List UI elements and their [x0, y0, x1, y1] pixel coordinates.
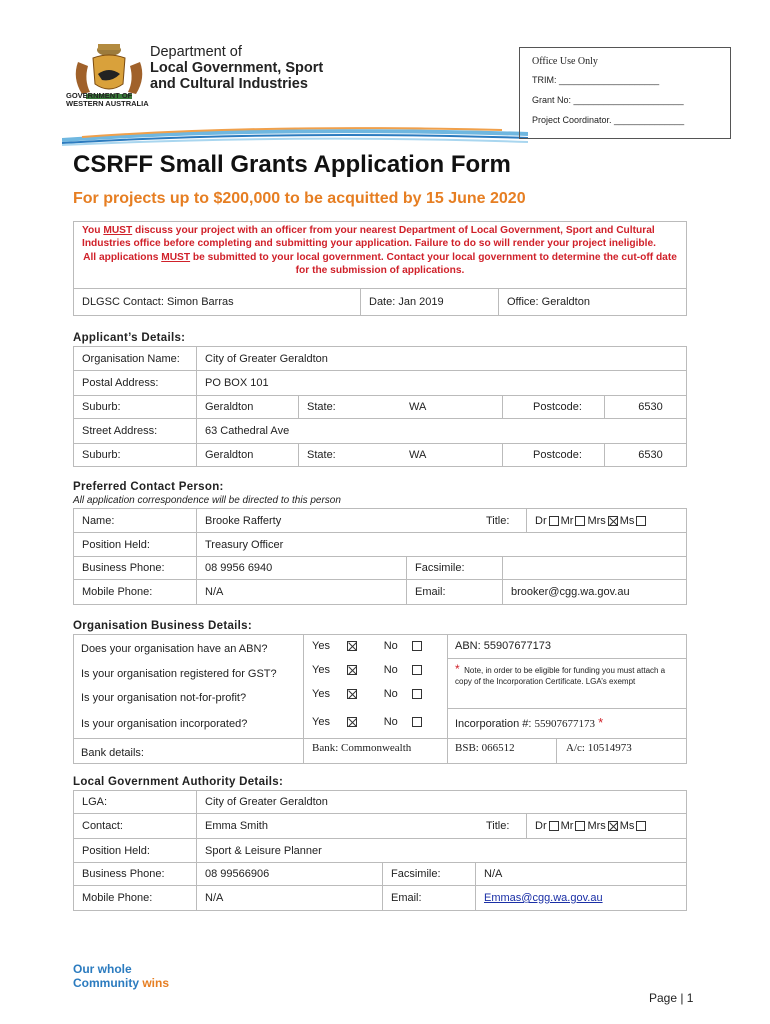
dlgsc-date: Date: Jan 2019	[360, 289, 498, 315]
postal-label: Postal Address:	[82, 377, 159, 389]
postcode2-label: Postcode:	[502, 444, 604, 466]
lga-mrs-checkbox[interactable]	[608, 821, 618, 831]
postcode2-value[interactable]: 6530	[604, 444, 688, 466]
trim-field[interactable]: TRIM: ____________________	[532, 75, 660, 85]
ms-checkbox[interactable]	[636, 516, 646, 526]
dlgsc-contact: DLGSC Contact: Simon Barras	[82, 296, 234, 308]
lga-bphone-value[interactable]: 08 99566906	[196, 863, 382, 885]
postcode-value[interactable]: 6530	[604, 396, 688, 418]
lga-mr-checkbox[interactable]	[575, 821, 585, 831]
nfp-no-checkbox[interactable]	[412, 689, 422, 699]
government-of-wa-text: GOVERNMENT OF WESTERN AUSTRALIA	[66, 91, 149, 108]
contact-position-row	[73, 533, 687, 557]
contact-mobile-row	[73, 580, 687, 605]
contact-title-label: Title:	[486, 514, 510, 527]
lga-email-label: Email:	[382, 886, 475, 910]
department-name: Department of Local Government, Sport and Cultural Industries	[150, 44, 324, 92]
abn-answer[interactable]: Yes No	[312, 640, 424, 652]
state2-label: State:	[298, 444, 401, 466]
incorporation-note: * Note, in order to be eligible for funding you must attach a copy of the Incorporation Certificate. LGA’s exempt	[455, 662, 666, 686]
lga-label: LGA:	[82, 796, 108, 808]
nfp-yes-checkbox[interactable]	[347, 689, 357, 699]
lga-title-label: Title:	[486, 820, 510, 832]
form-title: CSRFF Small Grants Application Form	[73, 151, 511, 178]
street-value[interactable]: 63 Cathedral Ave	[196, 419, 688, 443]
bsb-value[interactable]: BSB: 066512	[455, 742, 515, 754]
contact-phone-row	[73, 557, 687, 580]
nfp-answer[interactable]: Yes No	[312, 688, 424, 700]
lga-title-options[interactable]: Dr Mr Mrs Ms	[526, 814, 688, 838]
contact-fax-value[interactable]	[502, 557, 688, 579]
office-use-box	[519, 47, 731, 139]
lga-dr-checkbox[interactable]	[549, 821, 559, 831]
abn-value[interactable]: ABN: 55907677173	[455, 640, 552, 652]
contact-note: All application correspondence will be directed to this person	[73, 495, 341, 506]
contact-bphone-label: Business Phone:	[82, 562, 165, 574]
inc-yes-checkbox[interactable]	[347, 717, 357, 727]
state-value[interactable]: WA	[409, 401, 427, 413]
gst-question: Is your organisation registered for GST?	[81, 668, 277, 680]
bank-value[interactable]: Bank: Commonwealth	[312, 742, 412, 754]
lga-value[interactable]: City of Greater Geraldton	[196, 791, 688, 813]
state-label: State:	[298, 396, 401, 418]
incorporation-number[interactable]: Incorporation #: 55907677173 *	[455, 715, 604, 730]
suburb2-value[interactable]: Geraldton	[196, 444, 298, 466]
nfp-question: Is your organisation not-for-profit?	[81, 692, 247, 704]
business-heading: Organisation Business Details:	[73, 620, 252, 632]
contact-email-label: Email:	[406, 580, 502, 604]
suburb-row	[73, 396, 687, 419]
lga-position-row	[73, 839, 687, 863]
dr-checkbox[interactable]	[549, 516, 559, 526]
dlgsc-row	[73, 289, 687, 316]
contact-fax-label: Facsimile:	[406, 557, 502, 579]
postal-row	[73, 371, 687, 396]
incorporated-answer[interactable]: Yes No	[312, 716, 424, 728]
lga-position-label: Position Held:	[82, 844, 150, 857]
bank-label: Bank details:	[81, 747, 144, 759]
grant-no-field[interactable]: Grant No: ______________________	[532, 95, 684, 105]
lga-position-value[interactable]: Sport & Leisure Planner	[196, 839, 688, 862]
street-label: Street Address:	[82, 425, 158, 437]
lga-contact-label: Contact:	[82, 820, 123, 832]
lga-email-link[interactable]: Emmas@cgg.wa.gov.au	[484, 892, 603, 904]
lga-mobile-row	[73, 886, 687, 911]
mrs-checkbox[interactable]	[608, 516, 618, 526]
form-subtitle: For projects up to $200,000 to be acquitted by 15 June 2020	[73, 190, 526, 207]
lga-fax-label: Facsimile:	[382, 863, 475, 885]
lga-bphone-label: Business Phone:	[82, 868, 165, 880]
contact-bphone-value[interactable]: 08 9956 6940	[196, 557, 406, 579]
warning-notice: You MUST discuss your project with an officer from your nearest Department of Local Government, Sport and Cultural Industries office before completing and submitting your application. Failure to do so will render your project ineligible. All applications MUST be submitted to your local government. Contact your local government to determine the cut-off date for the submission of applications.	[73, 221, 687, 289]
abn-question: Does your organisation have an ABN?	[81, 643, 268, 655]
lga-contact-value[interactable]: Emma Smith	[196, 814, 478, 838]
incorporated-question: Is your organisation incorporated?	[81, 718, 248, 730]
suburb-label: Suburb:	[82, 401, 121, 413]
contact-name-row	[73, 508, 687, 533]
lga-mobile-label: Mobile Phone:	[82, 892, 153, 904]
lga-row	[73, 790, 687, 814]
contact-name-value[interactable]: Brooke Rafferty	[196, 509, 478, 532]
lga-heading: Local Government Authority Details:	[73, 776, 284, 788]
contact-position-label: Position Held:	[82, 538, 150, 551]
account-value[interactable]: A/c: 10514973	[566, 742, 632, 754]
mr-checkbox[interactable]	[575, 516, 585, 526]
footer-logo: Our whole Community wins	[73, 962, 170, 990]
suburb2-label: Suburb:	[82, 449, 121, 461]
suburb2-row	[73, 444, 687, 467]
state2-value[interactable]: WA	[409, 449, 427, 461]
dlgsc-office: Office: Geraldton	[498, 289, 688, 315]
lga-email-value[interactable]	[475, 886, 688, 910]
project-coordinator-field[interactable]: Project Coordinator. ______________	[532, 115, 685, 125]
page-number: Page | 1	[649, 991, 694, 1005]
contact-name-label: Name:	[82, 514, 115, 527]
header-swoosh-graphic	[62, 124, 528, 146]
contact-position-value[interactable]: Treasury Officer	[196, 533, 688, 556]
suburb-value[interactable]: Geraldton	[196, 396, 298, 418]
postal-value[interactable]: PO BOX 101	[196, 371, 688, 395]
abn-no-checkbox[interactable]	[412, 641, 422, 651]
lga-contact-row	[73, 814, 687, 839]
org-name-value[interactable]: City of Greater Geraldton	[196, 347, 688, 370]
gst-no-checkbox[interactable]	[412, 665, 422, 675]
contact-email-value[interactable]: brooker@cgg.wa.gov.au	[502, 580, 688, 604]
applicant-heading: Applicant’s Details:	[73, 332, 186, 344]
postcode-label: Postcode:	[502, 396, 604, 418]
org-name-label: Organisation Name:	[82, 352, 180, 365]
lga-fax-value[interactable]: N/A	[475, 863, 688, 885]
lga-mobile-value[interactable]: N/A	[196, 886, 382, 910]
org-name-row	[73, 346, 687, 371]
gst-yes-checkbox[interactable]	[347, 665, 357, 675]
lga-phone-row	[73, 863, 687, 886]
contact-mobile-value[interactable]: N/A	[196, 580, 406, 604]
contact-title-options[interactable]: Dr Mr Mrs Ms	[526, 509, 688, 532]
street-row	[73, 419, 687, 444]
office-use-title: Office Use Only	[532, 56, 598, 67]
inc-no-checkbox[interactable]	[412, 717, 422, 727]
contact-heading: Preferred Contact Person:	[73, 481, 224, 493]
abn-yes-checkbox[interactable]	[347, 641, 357, 651]
contact-mobile-label: Mobile Phone:	[82, 586, 153, 598]
gst-answer[interactable]: Yes No	[312, 664, 424, 676]
lga-ms-checkbox[interactable]	[636, 821, 646, 831]
